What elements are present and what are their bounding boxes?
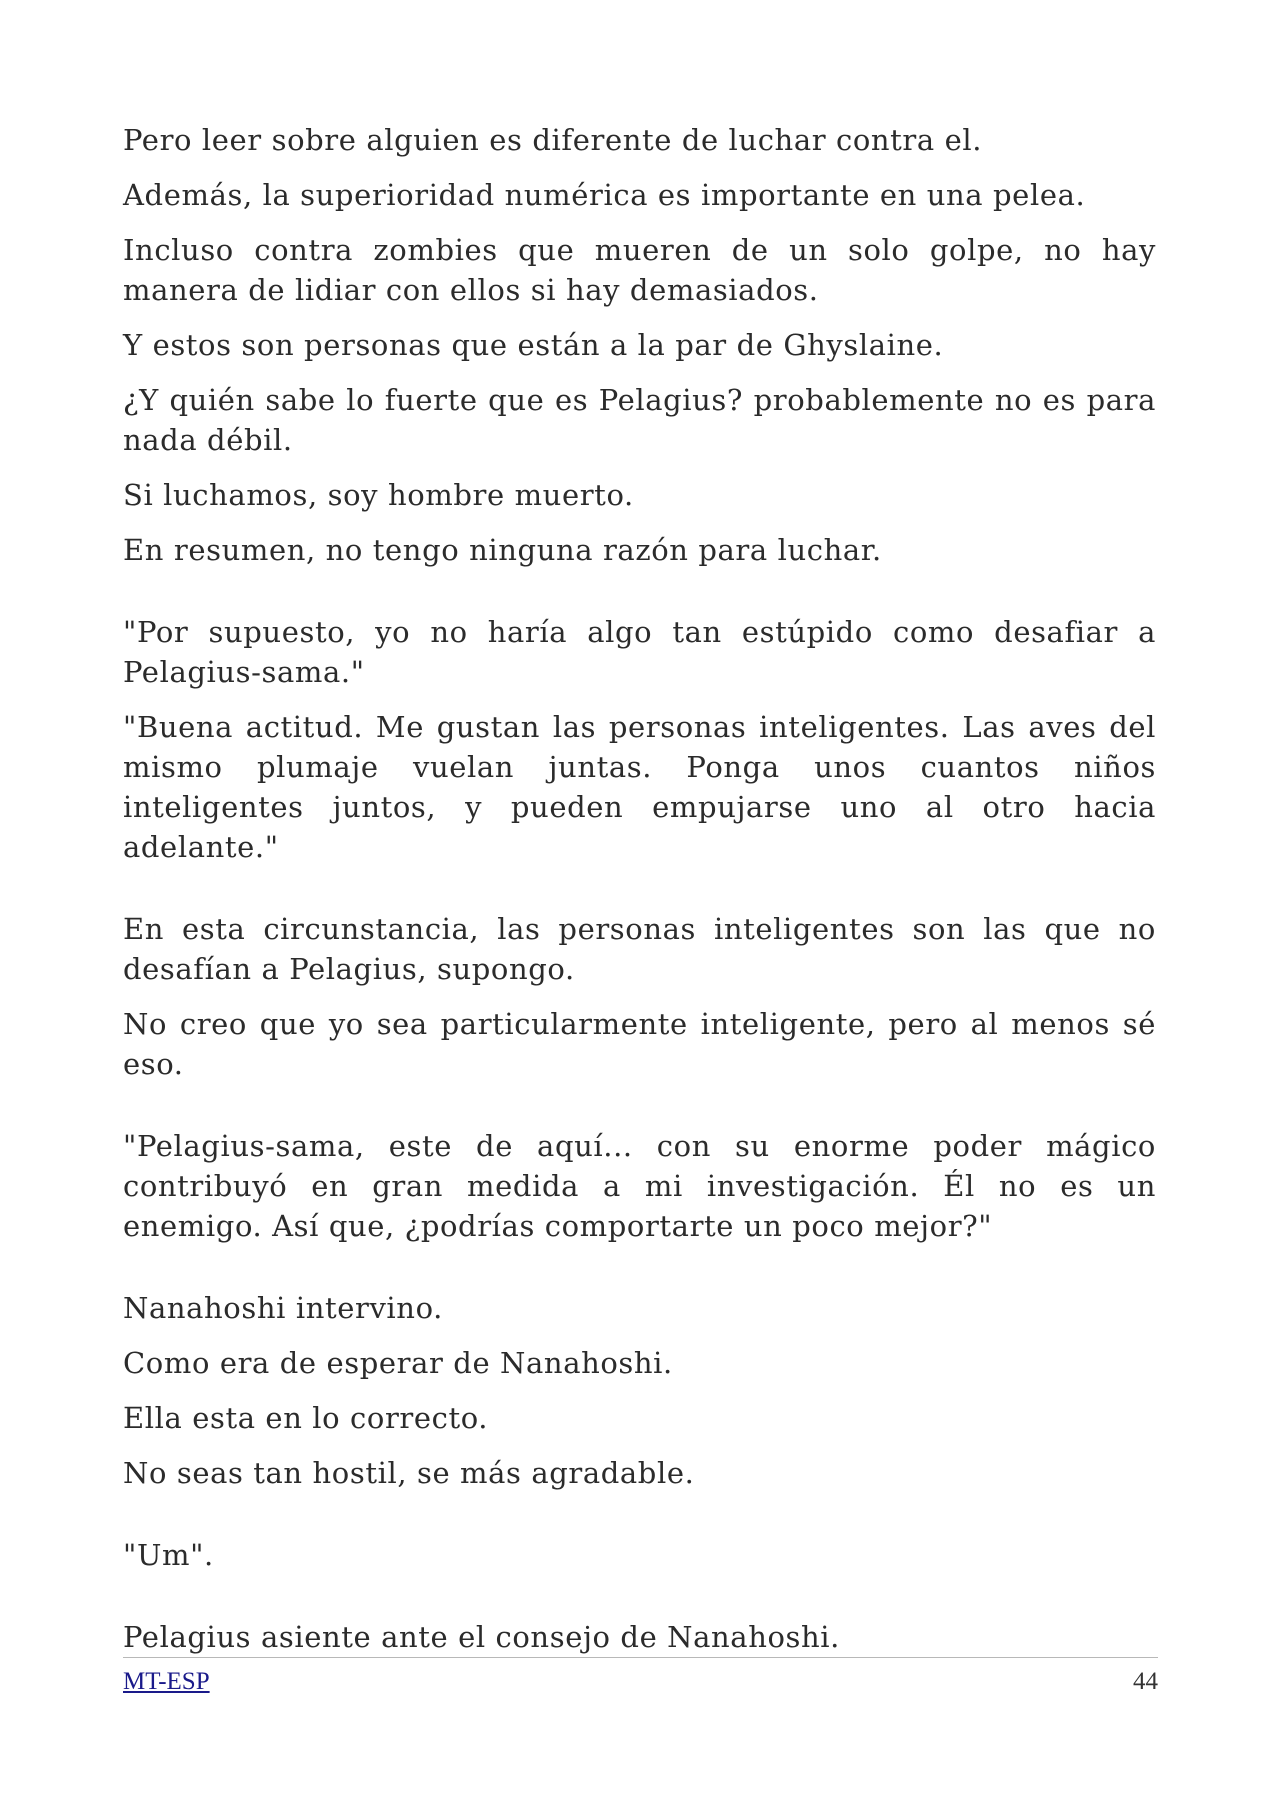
paragraph: En resumen, no tengo ninguna razón para luchar.: [123, 533, 882, 567]
paragraph: Incluso contra zombies que mueren de un solo golpe, no hay manera de lidiar con ellos si hay demasiados.: [123, 233, 1156, 307]
paragraph: Como era de esperar de Nanahoshi.: [123, 1346, 673, 1380]
dialogue-paragraph: "Buena actitud. Me gustan las personas inteligentes. Las aves del mismo plumaje vuelan juntas. Ponga unos cuantos niños inteligentes juntos, y pueden empujarse uno al otro hacia adelante.": [123, 710, 1156, 864]
dialogue-paragraph: "Um".: [123, 1538, 214, 1572]
paragraph: Además, la superioridad numérica es importante en una pelea.: [123, 178, 1086, 212]
paragraph: No seas tan hostil, se más agradable.: [123, 1456, 695, 1490]
page-body: [123, 120, 1156, 1672]
paragraph: Si luchamos, soy hombre muerto.: [123, 478, 634, 512]
paragraph: Pero leer sobre alguien es diferente de luchar contra el.: [123, 123, 983, 157]
dialogue-paragraph: "Por supuesto, yo no haría algo tan estúpido como desafiar a Pelagius-sama.": [123, 615, 1156, 689]
paragraph: Ella esta en lo correcto.: [123, 1401, 489, 1435]
dialogue-paragraph: "Pelagius-sama, este de aquí... con su enorme poder mágico contribuyó en gran medida a mi investigación. Él no es un enemigo. Así que, ¿podrías comportarte un poco mejor?": [123, 1129, 1156, 1243]
paragraph: Nanahoshi intervino.: [123, 1291, 443, 1325]
footer-row: [123, 1658, 1158, 1696]
paragraph: No creo que yo sea particularmente inteligente, pero al menos sé eso.: [123, 1007, 1156, 1081]
paragraph: Pelagius asiente ante el consejo de Nanahoshi.: [123, 1620, 840, 1654]
page-number: 44: [1133, 1668, 1158, 1695]
paragraph: Y estos son personas que están a la par de Ghyslaine.: [123, 328, 944, 362]
paragraph: ¿Y quién sabe lo fuerte que es Pelagius? probablemente no es para nada débil.: [123, 383, 1156, 457]
footer-link[interactable]: MT-ESP: [123, 1668, 210, 1695]
page-footer: [123, 1657, 1158, 1696]
paragraph: En esta circunstancia, las personas inteligentes son las que no desafían a Pelagius, supongo.: [123, 912, 1156, 986]
